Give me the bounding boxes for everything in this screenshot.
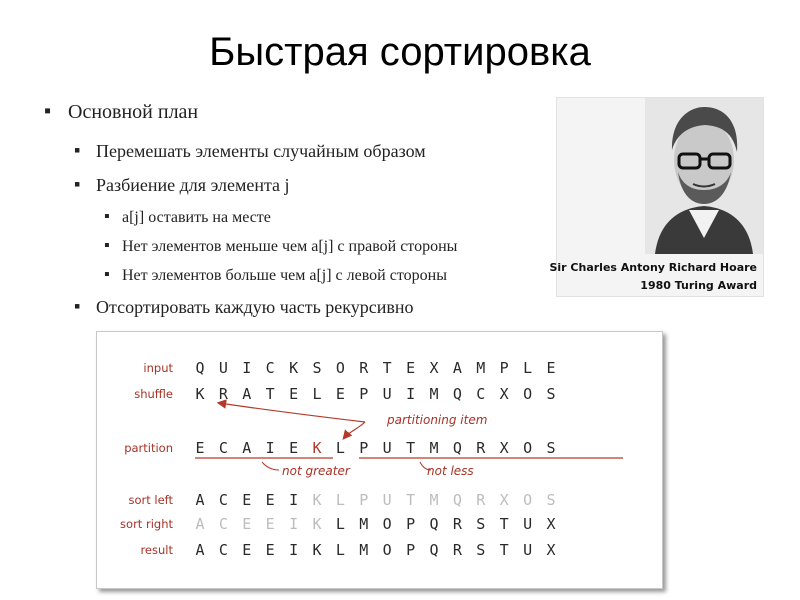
cell-result-0: A	[195, 541, 205, 559]
cell-input-9: E	[406, 359, 416, 377]
cell-sort-right-12: S	[476, 515, 486, 533]
bullet-marker: ▪	[104, 237, 110, 254]
cell-input-7: R	[359, 359, 369, 377]
cell-sort-left-11: Q	[452, 491, 462, 509]
cell-shuffle-7: P	[359, 385, 369, 403]
photo-caption-name: Sir Charles Antony Richard Hoare	[549, 261, 757, 274]
cell-sort-right-7: M	[359, 515, 369, 533]
cell-input-13: P	[499, 359, 509, 377]
not-greater-label: not greater	[282, 464, 350, 478]
bullet-marker: ▪	[74, 174, 81, 194]
cell-sort-right-1: C	[218, 515, 228, 533]
row-label-sort-left: sort left	[128, 493, 173, 507]
cell-result-11: R	[452, 541, 462, 559]
cell-partition-10: M	[429, 439, 439, 457]
not-greater-pointer	[262, 462, 279, 470]
cell-result-2: E	[242, 541, 252, 559]
row-label-input: input	[143, 361, 173, 375]
bullet-marker: ▪	[104, 208, 110, 225]
cell-sort-right-11: R	[452, 515, 462, 533]
hoare-photo	[549, 97, 764, 297]
cell-shuffle-6: E	[335, 385, 345, 403]
cell-sort-left-13: X	[499, 491, 509, 509]
cell-result-10: Q	[429, 541, 439, 559]
row-label-shuffle: shuffle	[134, 387, 173, 401]
row-label-sort-right: sort right	[120, 517, 173, 531]
bullet-marker: ▪	[104, 266, 110, 283]
cell-partition-0: E	[195, 439, 205, 457]
cell-sort-right-5: K	[312, 515, 322, 533]
cell-sort-right-10: Q	[429, 515, 439, 533]
cell-partition-4: E	[289, 439, 299, 457]
arrow-to-shuffle-k	[219, 403, 365, 422]
cell-result-8: O	[382, 541, 392, 559]
cell-input-10: X	[429, 359, 439, 377]
portrait-image	[645, 98, 763, 254]
cell-input-12: M	[476, 359, 486, 377]
cell-sort-right-6: L	[335, 515, 345, 533]
cell-input-14: L	[523, 359, 533, 377]
cell-partition-15: S	[546, 439, 556, 457]
cell-shuffle-15: S	[546, 385, 556, 403]
cell-sort-right-4: I	[289, 515, 299, 533]
cell-result-3: E	[265, 541, 275, 559]
bullet-partition-text: Разбиение для элемента j	[96, 175, 290, 195]
cell-sort-right-0: A	[195, 515, 205, 533]
quicksort-trace-svg	[97, 332, 664, 590]
cell-partition-12: R	[476, 439, 486, 457]
cell-sort-left-10: M	[429, 491, 439, 509]
cell-result-12: S	[476, 541, 486, 559]
cell-shuffle-9: I	[406, 385, 416, 403]
quicksort-diagram	[96, 331, 663, 589]
cell-input-1: U	[218, 359, 228, 377]
cell-sort-left-3: E	[265, 491, 275, 509]
cell-shuffle-12: C	[476, 385, 486, 403]
cell-sort-left-2: E	[242, 491, 252, 509]
cell-shuffle-0: K	[195, 385, 205, 403]
cell-shuffle-1: R	[218, 385, 228, 403]
bullet-marker: ▪	[74, 140, 81, 160]
cell-sort-right-13: T	[499, 515, 509, 533]
cell-partition-5: K	[312, 439, 322, 457]
cell-input-4: K	[289, 359, 299, 377]
bullet-main-text: Основной план	[68, 101, 199, 123]
not-less-label: not less	[427, 464, 474, 478]
cell-sort-left-15: S	[546, 491, 556, 509]
cell-sort-left-4: I	[289, 491, 299, 509]
cell-shuffle-2: A	[242, 385, 252, 403]
bullet-marker: ▪	[74, 296, 81, 316]
cell-partition-9: T	[406, 439, 416, 457]
cell-shuffle-3: T	[265, 385, 275, 403]
cell-shuffle-11: Q	[452, 385, 462, 403]
cell-partition-14: O	[523, 439, 533, 457]
cell-sort-left-9: T	[406, 491, 416, 509]
cell-sort-right-15: X	[546, 515, 556, 533]
cell-sort-left-12: R	[476, 491, 486, 509]
bullet-right-side-text: Нет элементов меньше чем a[j] с правой стороны	[122, 238, 458, 255]
cell-result-1: C	[218, 541, 228, 559]
bullet-in-place-text: a[j] оставить на месте	[122, 209, 271, 226]
cell-result-15: X	[546, 541, 556, 559]
cell-result-5: K	[312, 541, 322, 559]
cell-input-6: O	[335, 359, 345, 377]
partition-arrows	[219, 403, 365, 438]
cell-sort-left-14: O	[523, 491, 533, 509]
cell-shuffle-8: U	[382, 385, 392, 403]
partitioning-item-label: partitioning item	[387, 413, 488, 427]
cell-sort-left-5: K	[312, 491, 322, 509]
slide-title: Быстрая сортировка	[209, 30, 591, 74]
cell-partition-2: A	[242, 439, 252, 457]
cell-input-3: C	[265, 359, 275, 377]
cell-input-5: S	[312, 359, 322, 377]
cell-input-2: I	[242, 359, 252, 377]
cell-sort-left-7: P	[359, 491, 369, 509]
cell-partition-6: L	[335, 439, 345, 457]
cell-shuffle-14: O	[523, 385, 533, 403]
cell-partition-3: I	[265, 439, 275, 457]
bullet-marker: ▪	[44, 100, 52, 122]
cell-input-8: T	[382, 359, 392, 377]
cell-sort-right-14: U	[523, 515, 533, 533]
cell-shuffle-4: E	[289, 385, 299, 403]
cell-sort-right-9: P	[406, 515, 416, 533]
bullet-left-side-text: Нет элементов больше чем a[j] с левой стороны	[122, 267, 447, 284]
cell-result-14: U	[523, 541, 533, 559]
cell-partition-7: P	[359, 439, 369, 457]
cell-input-15: E	[546, 359, 556, 377]
cell-result-13: T	[499, 541, 509, 559]
cell-result-7: M	[359, 541, 369, 559]
cell-sort-left-1: C	[218, 491, 228, 509]
cell-result-9: P	[406, 541, 416, 559]
cell-sort-right-2: E	[242, 515, 252, 533]
cell-shuffle-13: X	[499, 385, 509, 403]
cell-sort-right-3: E	[265, 515, 275, 533]
cell-partition-13: X	[499, 439, 509, 457]
cell-partition-8: U	[382, 439, 392, 457]
cell-shuffle-10: M	[429, 385, 439, 403]
cell-partition-1: C	[218, 439, 228, 457]
bullet-shuffle-text: Перемешать элементы случайным образом	[96, 141, 426, 161]
photo-caption-award: 1980 Turing Award	[640, 279, 757, 292]
cell-shuffle-5: L	[312, 385, 322, 403]
cell-input-0: Q	[195, 359, 205, 377]
row-label-partition: partition	[124, 441, 173, 455]
row-label-result: result	[140, 543, 173, 557]
cell-sort-left-0: A	[195, 491, 205, 509]
arrow-to-partition-k	[344, 422, 365, 438]
cell-result-6: L	[335, 541, 345, 559]
cell-sort-left-6: L	[335, 491, 345, 509]
trace-rows	[120, 359, 555, 559]
cell-result-4: I	[289, 541, 299, 559]
cell-partition-11: Q	[452, 439, 462, 457]
cell-sort-right-8: O	[382, 515, 392, 533]
bullet-recurse-text: Отсортировать каждую часть рекурсивно	[96, 297, 414, 317]
cell-sort-left-8: U	[382, 491, 392, 509]
cell-input-11: A	[452, 359, 462, 377]
